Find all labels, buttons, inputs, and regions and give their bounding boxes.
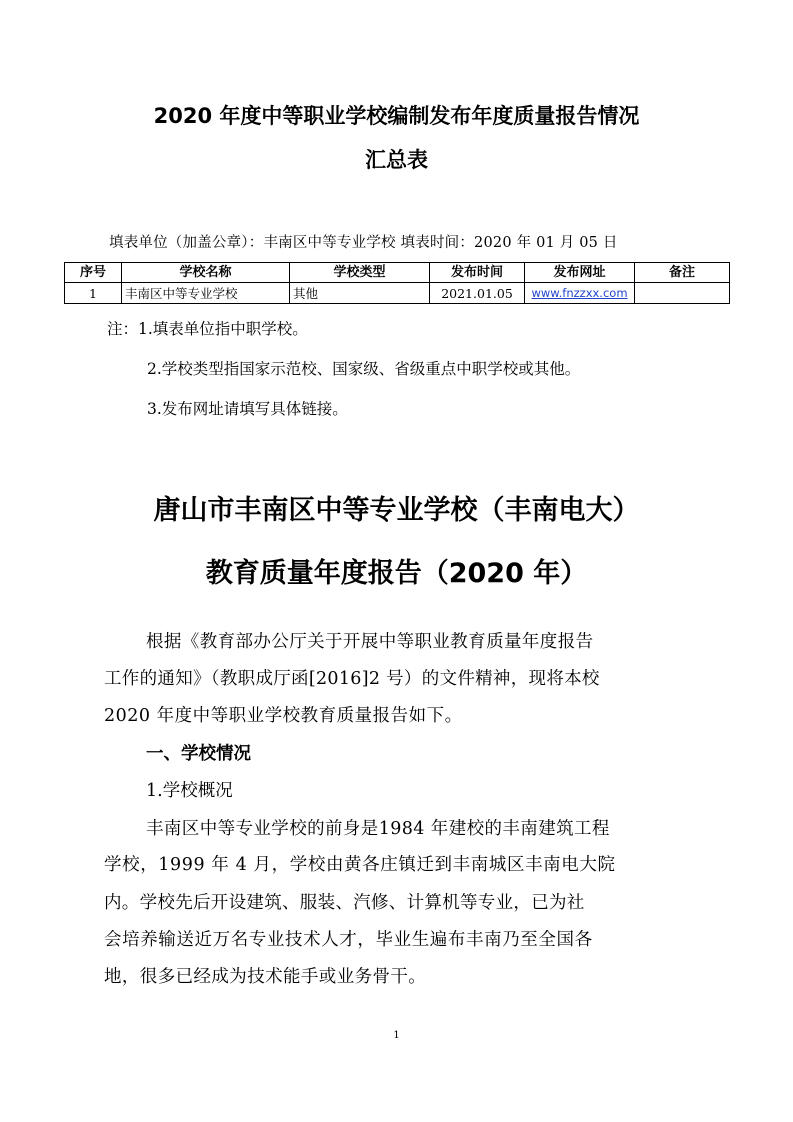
header-remarks: 备注 (635, 263, 730, 283)
page-number: 1 (393, 1030, 400, 1041)
cell-school-type: 其他 (290, 283, 430, 304)
intro-line-3: 2020 年度中等职业学校教育质量报告如下。 (104, 706, 463, 726)
note-2: 2.学校类型指国家示范校、国家级、省级重点中职学校或其他。 (147, 360, 581, 378)
intro-line-2: 工作的通知》（教职成厅函[2016]2 号）的文件精神，现将本校 (104, 669, 600, 689)
summary-title-line2: 汇总表 (365, 148, 428, 172)
cell-remarks (635, 283, 730, 304)
table-header-row (65, 263, 730, 283)
intro-line-1: 根据《教育部办公厅关于开展中等职业教育质量年度报告 (146, 632, 594, 652)
cell-school-name: 丰南区中等专业学校 (122, 283, 290, 304)
overview-line-4: 会培养输送近万名专业技术人才，毕业生遍布丰南乃至全国各 (104, 930, 593, 950)
header-publish-date: 发布时间 (430, 263, 525, 283)
fill-info-line: 填表单位（加盖公章）：丰南区中等专业学校 填表时间：2020 年 01 月 05 日 (109, 235, 618, 251)
note-1: 注：1.填表单位指中职学校。 (107, 320, 308, 338)
report-title-line1: 唐山市丰南区中等专业学校（丰南电大） (153, 495, 640, 526)
header-index: 序号 (65, 263, 122, 283)
table-row (65, 283, 730, 304)
overview-line-3: 内。学校先后开设建筑、服装、汽修、计算机等专业，已为社 (104, 893, 585, 913)
subsection-heading: 1.学校概况 (146, 781, 233, 801)
summary-title-line1: 2020 年度中等职业学校编制发布年度质量报告情况 (153, 104, 640, 128)
note-3: 3.发布网址请填写具体链接。 (147, 400, 348, 418)
summary-table (64, 262, 730, 304)
section-heading: 一、学校情况 (146, 744, 251, 764)
cell-publish-date: 2021.01.05 (430, 283, 525, 304)
publish-url-link[interactable]: www.fnzzxx.com (531, 286, 628, 300)
report-title-line2: 教育质量年度报告（2020 年） (205, 558, 588, 589)
cell-publish-url-cell (525, 283, 635, 304)
header-school-type: 学校类型 (290, 263, 430, 283)
cell-index: 1 (65, 283, 122, 304)
header-publish-url: 发布网址 (525, 263, 635, 283)
overview-line-1: 丰南区中等专业学校的前身是1984 年建校的丰南建筑工程 (146, 819, 610, 839)
overview-line-2: 学校，1999 年 4 月，学校由黄各庄镇迁到丰南城区丰南电大院 (104, 855, 616, 875)
overview-line-5: 地，很多已经成为技术能手或业务骨干。 (104, 967, 427, 987)
header-school-name: 学校名称 (122, 263, 290, 283)
